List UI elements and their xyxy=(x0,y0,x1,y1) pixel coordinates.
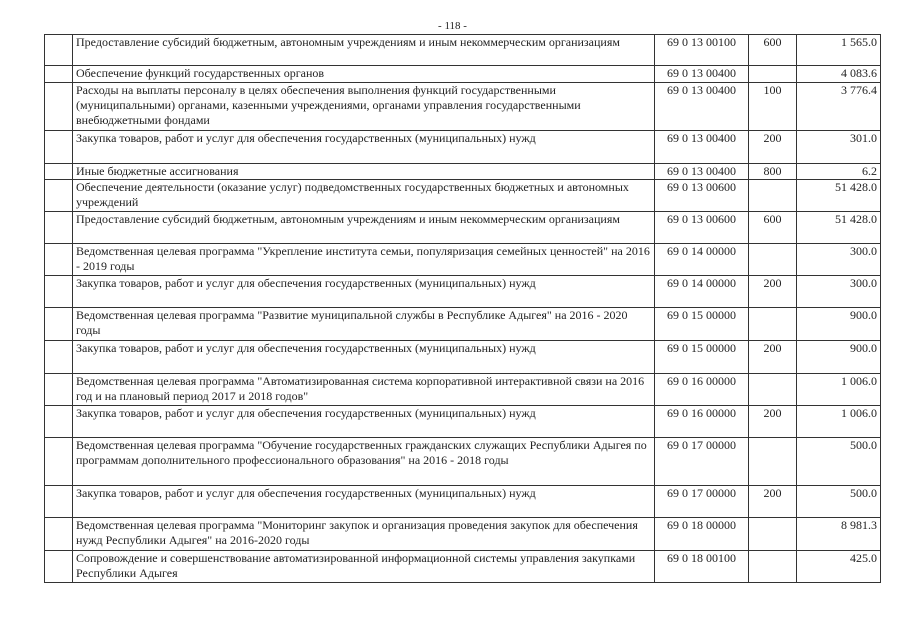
target-code-cell: 69 0 14 00000 xyxy=(655,244,749,276)
target-code-cell: 69 0 16 00000 xyxy=(655,406,749,438)
target-code-cell: 69 0 13 00400 xyxy=(655,131,749,164)
expense-name-cell: Обеспечение деятельности (оказание услуг) подведомственных государственных бюджетных и автономных учреждений xyxy=(73,180,655,212)
expense-type-cell xyxy=(749,518,797,551)
expense-name-cell: Закупка товаров, работ и услуг для обеспечения государственных (муниципальных) нужд xyxy=(73,406,655,438)
budget-table xyxy=(44,34,881,583)
blank-cell xyxy=(45,244,73,276)
blank-cell xyxy=(45,486,73,518)
target-code-cell: 69 0 18 00100 xyxy=(655,551,749,583)
amount-cell: 4 083.6 xyxy=(797,66,881,83)
expense-name-cell: Расходы на выплаты персоналу в целях обеспечения выполнения функций государственными (муниципальными) органами, казенными учреждениями, органами управления государственными внебюджетными фондами xyxy=(73,83,655,131)
expense-type-cell: 200 xyxy=(749,131,797,164)
expense-name-cell: Ведомственная целевая программа "Мониторинг закупок и организация проведения закупок для обеспечения нужд Республики Адыгея" на 2016-2020 годы xyxy=(73,518,655,551)
expense-name-cell: Закупка товаров, работ и услуг для обеспечения государственных (муниципальных) нужд xyxy=(73,486,655,518)
expense-type-cell: 200 xyxy=(749,406,797,438)
expense-type-cell: 800 xyxy=(749,164,797,180)
expense-name-cell: Предоставление субсидий бюджетным, автономным учреждениям и иным некоммерческим организациям xyxy=(73,35,655,66)
amount-cell: 425.0 xyxy=(797,551,881,583)
expense-type-cell: 600 xyxy=(749,212,797,244)
table-row xyxy=(45,308,881,341)
blank-cell xyxy=(45,66,73,83)
amount-cell: 300.0 xyxy=(797,276,881,308)
table-row xyxy=(45,406,881,438)
amount-cell: 500.0 xyxy=(797,438,881,486)
amount-cell: 51 428.0 xyxy=(797,212,881,244)
blank-cell xyxy=(45,180,73,212)
target-code-cell: 69 0 13 00600 xyxy=(655,212,749,244)
expense-type-cell xyxy=(749,308,797,341)
blank-cell xyxy=(45,212,73,244)
expense-type-cell: 100 xyxy=(749,83,797,131)
table-row xyxy=(45,131,881,164)
amount-cell: 3 776.4 xyxy=(797,83,881,131)
table-row xyxy=(45,374,881,406)
table-row xyxy=(45,180,881,212)
expense-name-cell: Обеспечение функций государственных органов xyxy=(73,66,655,83)
expense-name-cell: Ведомственная целевая программа "Обучение государственных гражданских служащих Республики Адыгея по программам дополнительного профессионального образования" на 2016 - 2018 годы xyxy=(73,438,655,486)
target-code-cell: 69 0 13 00400 xyxy=(655,164,749,180)
expense-name-cell: Закупка товаров, работ и услуг для обеспечения государственных (муниципальных) нужд xyxy=(73,131,655,164)
amount-cell: 51 428.0 xyxy=(797,180,881,212)
expense-type-cell xyxy=(749,180,797,212)
target-code-cell: 69 0 13 00100 xyxy=(655,35,749,66)
expense-type-cell xyxy=(749,374,797,406)
table-row xyxy=(45,486,881,518)
amount-cell: 1 006.0 xyxy=(797,406,881,438)
blank-cell xyxy=(45,551,73,583)
expense-type-cell xyxy=(749,66,797,83)
expense-type-cell xyxy=(749,244,797,276)
blank-cell xyxy=(45,83,73,131)
target-code-cell: 69 0 16 00000 xyxy=(655,374,749,406)
blank-cell xyxy=(45,131,73,164)
target-code-cell: 69 0 15 00000 xyxy=(655,308,749,341)
table-row xyxy=(45,438,881,486)
amount-cell: 6.2 xyxy=(797,164,881,180)
table-row xyxy=(45,164,881,180)
table-row xyxy=(45,83,881,131)
blank-cell xyxy=(45,164,73,180)
amount-cell: 301.0 xyxy=(797,131,881,164)
blank-cell xyxy=(45,406,73,438)
expense-type-cell: 200 xyxy=(749,276,797,308)
expense-type-cell: 200 xyxy=(749,341,797,374)
blank-cell xyxy=(45,276,73,308)
expense-name-cell: Иные бюджетные ассигнования xyxy=(73,164,655,180)
table-row xyxy=(45,276,881,308)
expense-name-cell: Ведомственная целевая программа "Развитие муниципальной службы в Республике Адыгея" на 2016 - 2020 годы xyxy=(73,308,655,341)
amount-cell: 900.0 xyxy=(797,341,881,374)
table-row xyxy=(45,518,881,551)
blank-cell xyxy=(45,341,73,374)
blank-cell xyxy=(45,35,73,66)
table-row xyxy=(45,341,881,374)
amount-cell: 8 981.3 xyxy=(797,518,881,551)
table-row xyxy=(45,212,881,244)
expense-type-cell xyxy=(749,438,797,486)
target-code-cell: 69 0 14 00000 xyxy=(655,276,749,308)
target-code-cell: 69 0 18 00000 xyxy=(655,518,749,551)
expense-name-cell: Закупка товаров, работ и услуг для обеспечения государственных (муниципальных) нужд xyxy=(73,341,655,374)
amount-cell: 1 565.0 xyxy=(797,35,881,66)
blank-cell xyxy=(45,308,73,341)
table-row xyxy=(45,35,881,66)
expense-name-cell: Закупка товаров, работ и услуг для обеспечения государственных (муниципальных) нужд xyxy=(73,276,655,308)
page-number: - 118 - xyxy=(438,20,467,32)
target-code-cell: 69 0 13 00400 xyxy=(655,83,749,131)
amount-cell: 900.0 xyxy=(797,308,881,341)
expense-type-cell: 200 xyxy=(749,486,797,518)
target-code-cell: 69 0 17 00000 xyxy=(655,438,749,486)
blank-cell xyxy=(45,374,73,406)
amount-cell: 1 006.0 xyxy=(797,374,881,406)
table-row xyxy=(45,66,881,83)
expense-name-cell: Сопровождение и совершенствование автоматизированной информационной системы управления закупками Республики Адыгея xyxy=(73,551,655,583)
expense-name-cell: Предоставление субсидий бюджетным, автономным учреждениям и иным некоммерческим организациям xyxy=(73,212,655,244)
target-code-cell: 69 0 15 00000 xyxy=(655,341,749,374)
expense-type-cell xyxy=(749,551,797,583)
amount-cell: 500.0 xyxy=(797,486,881,518)
blank-cell xyxy=(45,518,73,551)
expense-type-cell: 600 xyxy=(749,35,797,66)
table-row xyxy=(45,551,881,583)
blank-cell xyxy=(45,438,73,486)
amount-cell: 300.0 xyxy=(797,244,881,276)
target-code-cell: 69 0 17 00000 xyxy=(655,486,749,518)
target-code-cell: 69 0 13 00600 xyxy=(655,180,749,212)
table-row xyxy=(45,244,881,276)
target-code-cell: 69 0 13 00400 xyxy=(655,66,749,83)
expense-name-cell: Ведомственная целевая программа "Укрепление института семьи, популяризация семейных ценностей" на 2016 - 2019 годы xyxy=(73,244,655,276)
expense-name-cell: Ведомственная целевая программа "Автоматизированная система корпоративной интерактивной связи на 2016 год и на плановый период 2017 и 2018 годов" xyxy=(73,374,655,406)
